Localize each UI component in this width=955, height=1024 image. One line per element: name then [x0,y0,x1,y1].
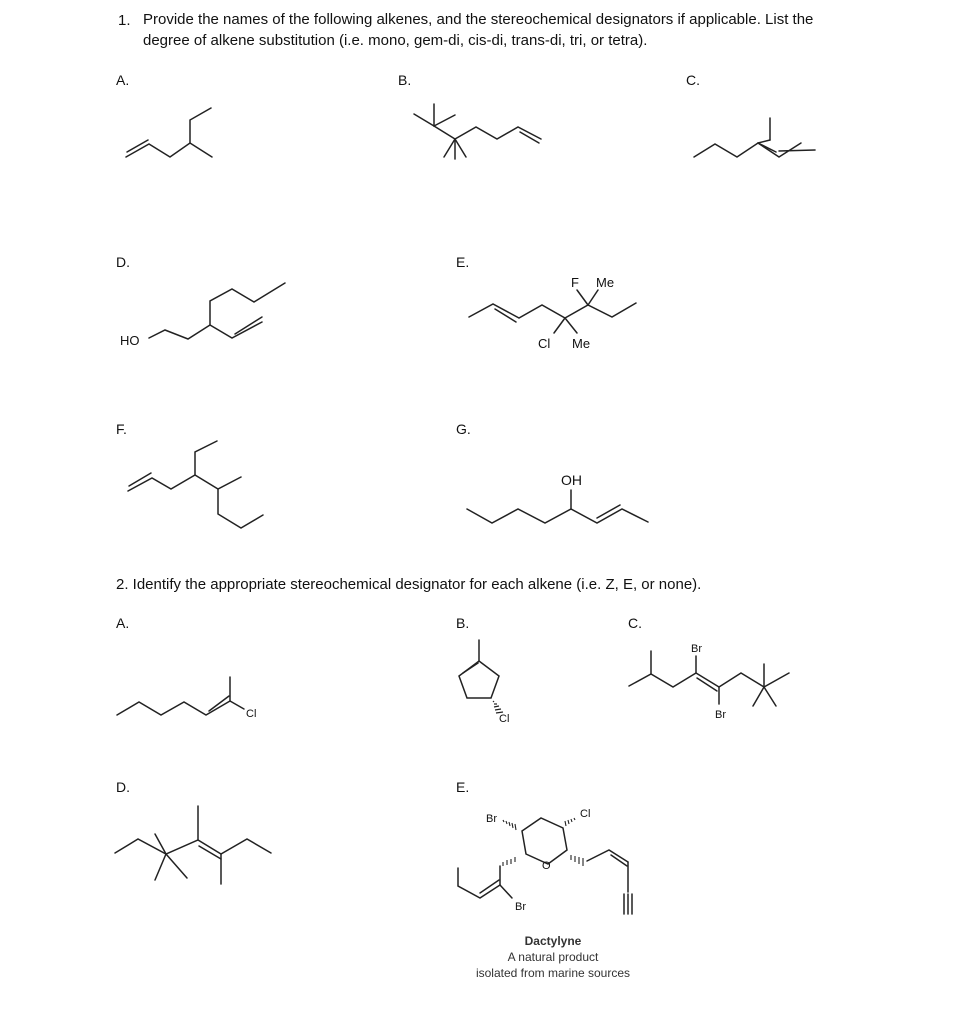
atom-me-top: Me [596,275,615,290]
hashed-wedge-2e-cl [565,818,575,826]
q2-label-d: D. [116,779,130,795]
q2-label-b: B. [456,615,470,631]
caption-line-2: A natural product [507,950,599,964]
q1-label-a: A. [116,72,130,88]
structure-1f [128,441,263,528]
question-1-text-line-2: degree of alkene substitution (i.e. mono, gem-di, cis-di, trans-di, tri, or tetra). [143,32,648,49]
q2-label-c: C. [628,615,642,631]
atom-br-2c-bottom: Br [715,709,726,721]
q1-label-g: G. [456,421,471,437]
caption-name: Dactylyne [524,934,582,948]
atom-me-bottom: Me [572,336,591,351]
structure-1e [469,275,636,351]
q1-label-b: B. [398,72,412,88]
atom-cl: Cl [538,336,551,351]
atom-cl-2b: Cl [499,713,510,725]
hashed-wedge-2e-br [503,820,516,830]
structure-1b [414,104,541,159]
q2-label-e: E. [456,779,470,795]
q1-label-c: C. [686,72,700,88]
atom-f: F [571,275,579,290]
atom-ho: HO [120,333,140,348]
q1-label-d: D. [116,254,130,270]
atom-cl-2e: Cl [580,808,591,820]
structure-2d [115,806,271,884]
atom-br-2e-left: Br [486,813,497,825]
structure-1a [126,108,212,157]
atom-br-2e-bottom: Br [515,901,526,913]
hashed-wedge-2e-left [503,857,515,866]
question-1-number: 1. [118,12,131,29]
atom-cl-2a: Cl [246,708,257,720]
q1-label-e: E. [456,254,470,270]
caption-line-3: isolated from marine sources [475,966,631,980]
structure-2e [458,808,632,914]
question-2-text: 2. Identify the appropriate stereochemical designator for each alkene (i.e. Z, E, or none). [116,576,702,593]
hashed-wedge-2b [493,701,503,713]
atom-br-2c-top: Br [691,643,702,655]
q1-label-f: F. [116,421,127,437]
question-1-text-line-1: Provide the names of the following alkenes, and the stereochemical designators if applicable. List the [143,11,814,28]
structure-1g [467,472,648,523]
structure-1c [694,118,815,157]
atom-oh: OH [561,472,582,488]
structure-2b [459,640,509,725]
hashed-wedge-2e-right [571,855,583,866]
structure-2c [629,643,789,721]
atom-o-ring: O [542,860,551,872]
q2-label-a: A. [116,615,130,631]
structure-2a [117,677,256,720]
structure-1d [120,283,285,348]
